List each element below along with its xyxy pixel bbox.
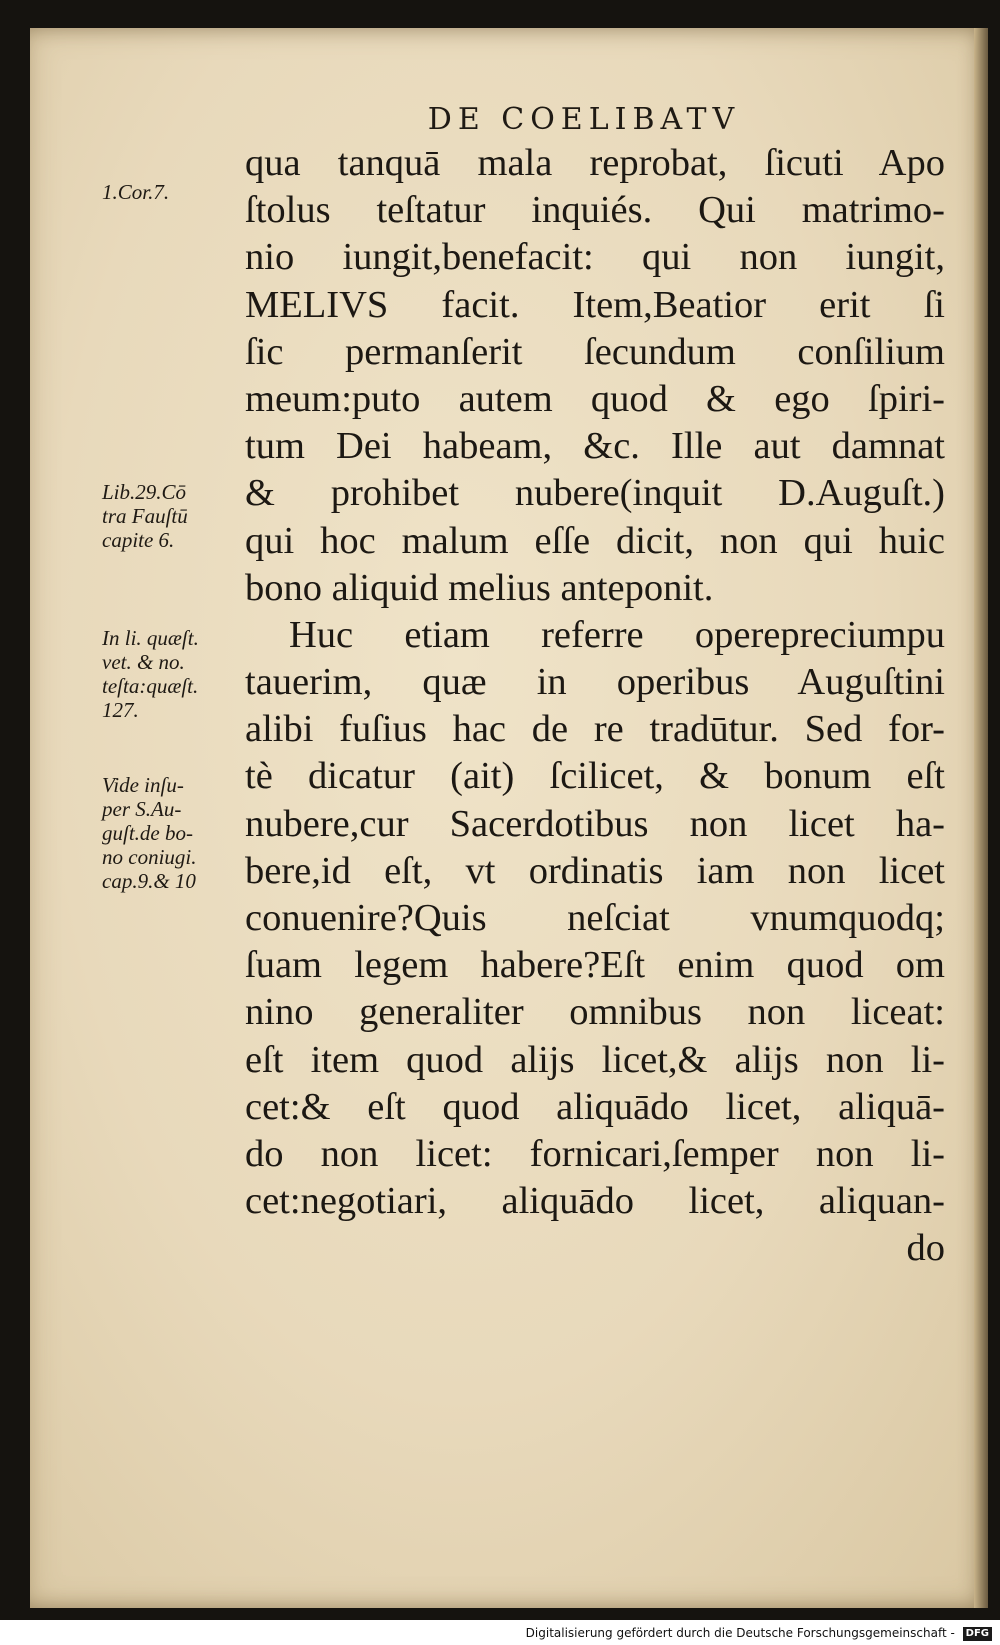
text-line: qui hoc malum eſſe dicit, non qui huic (245, 519, 945, 562)
book-page (30, 28, 988, 1608)
text-line: eſt item quod alijs licet,& alijs non li- (245, 1038, 945, 1081)
text-line: alibi fuſius hac de re tradūtur. Sed for- (245, 708, 945, 751)
text-line: nio iungit,benefacit: qui non iungit, (245, 236, 945, 279)
text-line: Huc etiam referre operepreciumpu (289, 613, 945, 656)
margin-note-line: guſt.de bo- (102, 821, 193, 845)
text-line: MELIVS facit. Item,Beatior erit ſi (245, 283, 945, 326)
margin-note-line: per S.Au- (102, 797, 182, 821)
digitization-footer (0, 1622, 1000, 1645)
margin-note-line: Lib.29.Cō (102, 480, 187, 504)
margin-note-line: Vide inſu- (102, 773, 184, 797)
footer-text: Digitalisierung gefördert durch die Deutsche Forschungsgemeinschaft - (525, 1626, 955, 1640)
text-line: & prohibet nubere(inquit D.Auguſt.) (245, 472, 945, 515)
page-edge (974, 28, 988, 1608)
running-head: DE COELIBATV (427, 102, 741, 137)
dfg-logo: DFG (963, 1627, 992, 1641)
margin-note-line: vet. & no. (102, 650, 185, 674)
body-text (245, 140, 945, 1273)
text-line: ſtolus teſtatur inquiés. Qui matrimo- (245, 189, 945, 232)
margin-note (102, 480, 252, 552)
margin-note (102, 773, 252, 893)
text-line: tè dicatur (ait) ſcilicet, & bonum eſt (245, 755, 945, 798)
margin-note-line: no coniugi. (102, 845, 197, 869)
text-line: tum Dei habeam, &c. Ille aut damnat (245, 425, 945, 468)
margin-note-line: teſta:quæſt. (102, 674, 199, 698)
margin-note-line: cap.9.& 10 (102, 869, 196, 893)
text-line: tauerim, quæ in operibus Auguſtini (245, 661, 945, 704)
text-line: nino generaliter omnibus non liceat: (245, 991, 945, 1034)
margin-note-line: tra Fauſtū (102, 504, 188, 528)
text-line: bono aliquid melius anteponit. (245, 566, 714, 609)
text-line: cet:negotiari, aliquādo licet, aliquan- (245, 1180, 945, 1223)
margin-note-line: 1.Cor.7. (102, 180, 170, 204)
text-line: nubere,cur Sacerdotibus non licet ha- (245, 802, 945, 845)
text-line: meum:puto autem quod & ego ſpiri- (245, 377, 945, 420)
text-line: do non licet: fornicari,ſemper non li- (245, 1132, 945, 1175)
text-line: ſic permanſerit ſecundum conſilium (245, 330, 945, 373)
text-line: cet:& eſt quod aliquādo licet, aliquā- (245, 1085, 945, 1128)
text-line: conuenire?Quis neſciat vnumquodq; (245, 897, 945, 939)
margin-note (102, 180, 252, 204)
margin-note-line: In li. quæſt. (102, 626, 199, 650)
text-line: ſuam legem habere?Eſt enim quod om (245, 944, 945, 987)
margin-note-line: 127. (102, 698, 139, 722)
text-line: qua tanquā mala reprobat, ſicuti Apo (245, 142, 945, 184)
margin-note-line: capite 6. (102, 528, 175, 552)
margin-note (102, 626, 252, 722)
text-line: bere,id eſt, vt ordinatis iam non licet (245, 849, 945, 892)
catchword: do (906, 1227, 945, 1270)
